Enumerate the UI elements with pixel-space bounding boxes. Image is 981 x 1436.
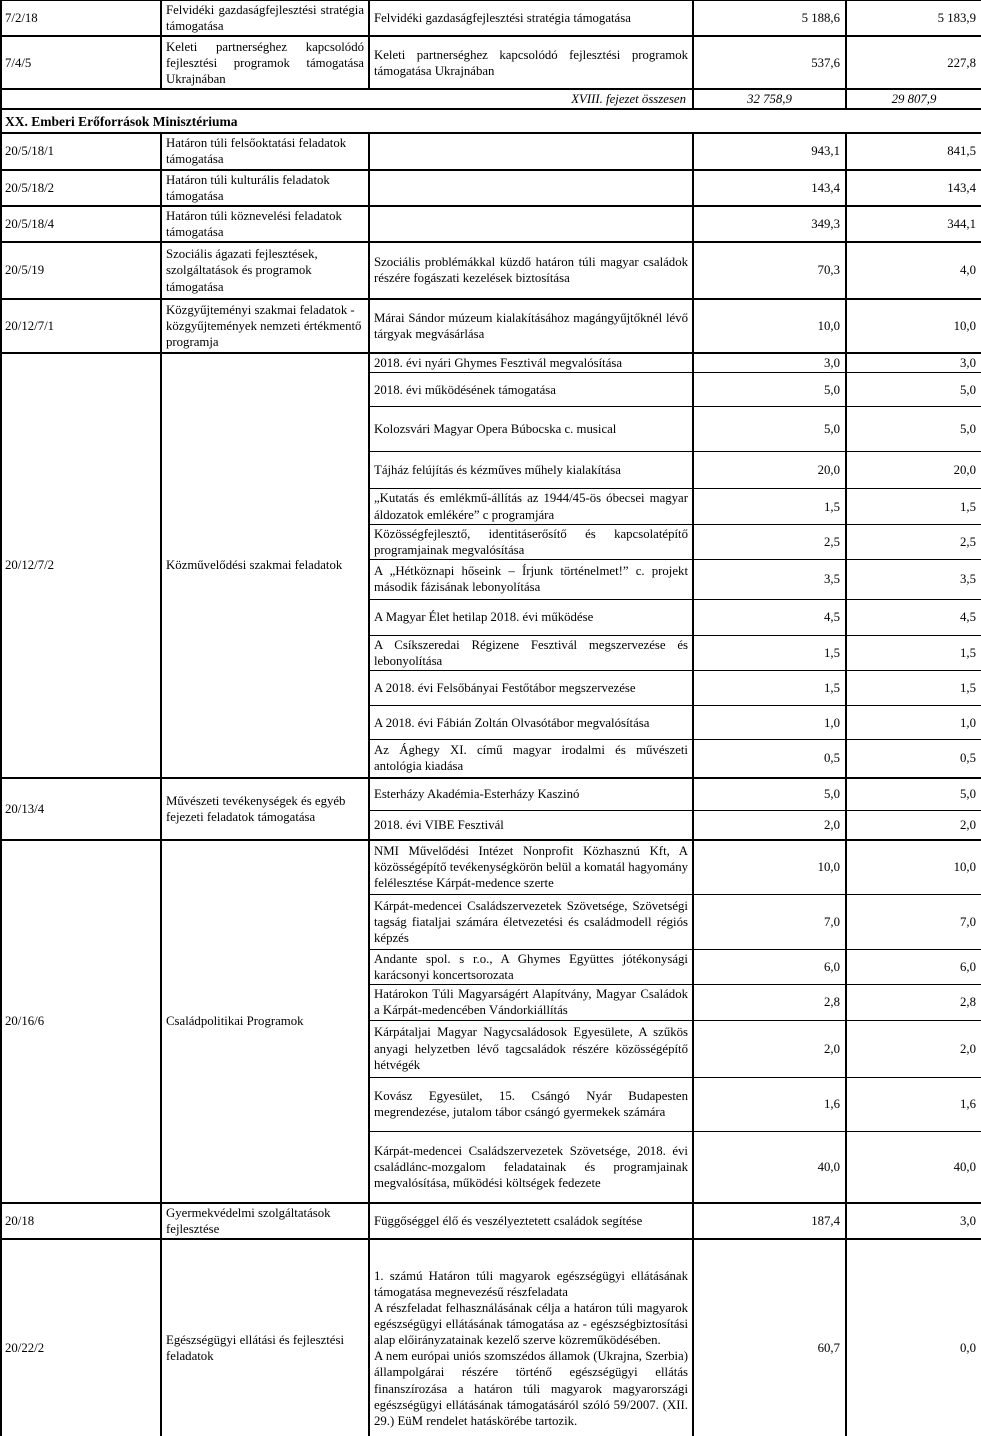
cell-code: 7/4/5 <box>1 36 161 89</box>
cell-amount-2: 20,0 <box>846 452 981 489</box>
cell-amount-1: 10,0 <box>693 299 846 353</box>
budget-table-body <box>1 1 981 1436</box>
cell-amount-1: 1,5 <box>693 489 846 524</box>
cell-description: Határokon Túli Magyarságért Alapítvány, Magyar Családok a Kárpát-medencében Vándorkiállítás <box>369 985 693 1020</box>
cell-program: Művészeti tevékenységek és egyéb fejezeti feladatok támogatása <box>161 778 369 840</box>
cell-program: Keleti partnerséghez kapcsolódó fejlesztési programok támogatása Ukrajnában <box>161 36 369 89</box>
cell-amount-2: 1,5 <box>846 671 981 706</box>
cell-amount-2: 1,6 <box>846 1077 981 1131</box>
cell-program: Határon túli köznevelési feladatok támogatása <box>161 206 369 242</box>
cell-code: 7/2/18 <box>1 1 161 37</box>
section-title: XX. Emberi Erőforrások Minisztériuma <box>1 109 981 133</box>
cell-amount-1: 6,0 <box>693 950 846 985</box>
cell-description: A 2018. évi Fábián Zoltán Olvasótábor megvalósítása <box>369 706 693 740</box>
section-header-row <box>1 109 981 133</box>
cell-description <box>369 206 693 242</box>
cell-amount-1: 1,5 <box>693 671 846 706</box>
cell-description: Tájház felújítás és kézműves műhely kialakítása <box>369 452 693 489</box>
table-row <box>1 1 981 37</box>
cell-code: 20/5/18/1 <box>1 133 161 169</box>
table-row <box>1 206 981 242</box>
cell-code: 20/12/7/1 <box>1 299 161 353</box>
cell-amount-1: 2,8 <box>693 985 846 1020</box>
cell-amount-1: 5,0 <box>693 778 846 811</box>
cell-amount-1: 943,1 <box>693 133 846 169</box>
summary-amount-1: 32 758,9 <box>693 89 846 109</box>
cell-amount-2: 1,0 <box>846 706 981 740</box>
cell-program: Gyermekvédelmi szolgáltatások fejlesztése <box>161 1203 369 1239</box>
cell-amount-1: 1,6 <box>693 1077 846 1131</box>
cell-description: NMI Művelődési Intézet Nonprofit Közhasznú Kft, A közösségépítő tevékenységkörön belül a komatál hagyomány felélesztése Kárpát-medence szerte <box>369 840 693 895</box>
cell-amount-2: 2,0 <box>846 811 981 840</box>
group-item-row <box>1 840 981 895</box>
cell-amount-2: 7,0 <box>846 895 981 950</box>
cell-description: 2018. évi működésének támogatása <box>369 373 693 407</box>
group-item-row <box>1 353 981 373</box>
cell-amount-1: 40,0 <box>693 1131 846 1203</box>
description-paragraph: 1. számú Határon túli magyarok egészségügyi ellátásának támogatása megnevezésű részfeladata <box>374 1268 688 1299</box>
cell-amount-1: 5,0 <box>693 407 846 452</box>
cell-amount-1: 20,0 <box>693 452 846 489</box>
cell-amount-1: 0,5 <box>693 740 846 778</box>
cell-program: Egészségügyi ellátási és fejlesztési feladatok <box>161 1239 369 1436</box>
cell-amount-2: 0,0 <box>846 1239 981 1436</box>
table-row <box>1 133 981 169</box>
cell-code: 20/5/18/4 <box>1 206 161 242</box>
cell-program: Felvidéki gazdaságfejlesztési stratégia támogatása <box>161 1 369 37</box>
table-row <box>1 299 981 353</box>
group-item-row <box>1 778 981 811</box>
cell-amount-1: 2,0 <box>693 811 846 840</box>
cell-description: Szociális problémákkal küzdő határon túli magyar családok részére fogászati kezelések biztosítása <box>369 242 693 299</box>
cell-description: Esterházy Akadémia-Esterházy Kaszinó <box>369 778 693 811</box>
cell-program: Közgyűjteményi szakmai feladatok - közgyűjtemények nemzeti értékmentő programja <box>161 299 369 353</box>
cell-amount-1: 187,4 <box>693 1203 846 1239</box>
cell-description: Közösségfejlesztő, identitáserősítő és kapcsolatépítő programjainak megvalósítása <box>369 524 693 559</box>
cell-description: Felvidéki gazdaságfejlesztési stratégia támogatása <box>369 1 693 37</box>
cell-amount-2: 3,0 <box>846 1203 981 1239</box>
description-paragraph: A részfeladat felhasználásának célja a határon túli magyarok egészségügyi ellátásának támogatása az - egészségbiztosítási alap előirányzatainak kezelő szerve közreműködésében. <box>374 1300 688 1348</box>
cell-amount-2: 4,0 <box>846 242 981 299</box>
cell-description: 2018. évi VIBE Fesztivál <box>369 811 693 840</box>
cell-amount-1: 5,0 <box>693 373 846 407</box>
cell-program: Családpolitikai Programok <box>161 840 369 1203</box>
cell-code: 20/12/7/2 <box>1 353 161 778</box>
cell-amount-1: 4,5 <box>693 599 846 635</box>
cell-description: A 2018. évi Felsőbányai Festőtábor megszervezése <box>369 671 693 706</box>
cell-amount-2: 10,0 <box>846 840 981 895</box>
cell-amount-2: 10,0 <box>846 299 981 353</box>
cell-amount-1: 1,0 <box>693 706 846 740</box>
cell-amount-2: 1,5 <box>846 635 981 670</box>
cell-description: A „Hétköznapi hőseink – Írjunk történelmet!” c. projekt második fázisának lebonyolítása <box>369 559 693 599</box>
cell-amount-1: 537,6 <box>693 36 846 89</box>
cell-amount-1: 10,0 <box>693 840 846 895</box>
cell-amount-2: 344,1 <box>846 206 981 242</box>
cell-amount-2: 5,0 <box>846 778 981 811</box>
cell-amount-1: 3,0 <box>693 353 846 373</box>
cell-program: Szociális ágazati fejlesztések, szolgáltatások és programok támogatása <box>161 242 369 299</box>
cell-description: Kolozsvári Magyar Opera Búbocska c. musical <box>369 407 693 452</box>
cell-amount-1: 70,3 <box>693 242 846 299</box>
cell-code: 20/13/4 <box>1 778 161 840</box>
cell-amount-1: 7,0 <box>693 895 846 950</box>
description-paragraph: A nem európai uniós szomszédos államok (Ukrajna, Szerbia) állampolgárai részére történő egészségügyi ellátás finanszírozása a határon túli magyarok magyarországi egészségügyi ellátásának támogatásáról szóló 59/2007. (XII. 29.) EüM rendelet hatáskörébe tartozik. <box>374 1349 688 1428</box>
cell-amount-2: 5 183,9 <box>846 1 981 37</box>
cell-amount-2: 5,0 <box>846 407 981 452</box>
cell-amount-2: 5,0 <box>846 373 981 407</box>
cell-amount-1: 3,5 <box>693 559 846 599</box>
table-row <box>1 1203 981 1239</box>
cell-amount-1: 60,7 <box>693 1239 846 1436</box>
cell-description: Kárpátaljai Magyar Nagycsaládosok Egyesülete, A szűkös anyagi helyzetben lévő tagcsaládok részére közösségépítő hétvégék <box>369 1020 693 1077</box>
cell-code: 20/5/19 <box>1 242 161 299</box>
cell-amount-1: 2,5 <box>693 524 846 559</box>
cell-description: Függőséggel élő és veszélyeztetett családok segítése <box>369 1203 693 1239</box>
cell-description: A Magyar Élet hetilap 2018. évi működése <box>369 599 693 635</box>
cell-description: Az Ághegy XI. című magyar irodalmi és művészeti antológia kiadása <box>369 740 693 778</box>
cell-description: Kovász Egyesület, 15. Csángó Nyár Budapesten megrendezése, jutalom tábor csángó gyermekek számára <box>369 1077 693 1131</box>
cell-code: 20/5/18/2 <box>1 170 161 206</box>
cell-amount-1: 5 188,6 <box>693 1 846 37</box>
cell-code: 20/18 <box>1 1203 161 1239</box>
cell-amount-1: 349,3 <box>693 206 846 242</box>
table-row <box>1 1239 981 1436</box>
cell-amount-2: 227,8 <box>846 36 981 89</box>
cell-amount-2: 3,5 <box>846 559 981 599</box>
cell-program: Határon túli felsőoktatási feladatok támogatása <box>161 133 369 169</box>
cell-amount-2: 6,0 <box>846 950 981 985</box>
cell-amount-1: 143,4 <box>693 170 846 206</box>
cell-amount-2: 2,0 <box>846 1020 981 1077</box>
cell-description: Kárpát-medencei Családszervezetek Szövetsége, 2018. évi családlánc-mozgalom feladatainak és programjainak megvalósítása, működési költségek fedezete <box>369 1131 693 1203</box>
cell-amount-2: 2,5 <box>846 524 981 559</box>
cell-description <box>369 1239 693 1436</box>
cell-amount-2: 1,5 <box>846 489 981 524</box>
cell-description: Andante spol. s r.o., A Ghymes Együttes jótékonysági karácsonyi koncertsorozata <box>369 950 693 985</box>
cell-code: 20/16/6 <box>1 840 161 1203</box>
cell-description: Kárpát-medencei Családszervezetek Szövetsége, Szövetségi tagság fiataljai számára életvezetési és családmodell régiós képzés <box>369 895 693 950</box>
cell-amount-2: 841,5 <box>846 133 981 169</box>
cell-amount-2: 0,5 <box>846 740 981 778</box>
summary-amount-2: 29 807,9 <box>846 89 981 109</box>
cell-amount-2: 3,0 <box>846 353 981 373</box>
cell-amount-1: 1,5 <box>693 635 846 670</box>
cell-code: 20/22/2 <box>1 1239 161 1436</box>
cell-description <box>369 170 693 206</box>
cell-description: Márai Sándor múzeum kialakításához magángyűjtőknél lévő tárgyak megvásárlása <box>369 299 693 353</box>
summary-label: XVIII. fejezet összesen <box>1 89 693 109</box>
summary-row <box>1 89 981 109</box>
table-row <box>1 242 981 299</box>
cell-amount-2: 40,0 <box>846 1131 981 1203</box>
cell-program: Határon túli kulturális feladatok támogatása <box>161 170 369 206</box>
cell-amount-2: 2,8 <box>846 985 981 1020</box>
cell-amount-1: 2,0 <box>693 1020 846 1077</box>
cell-description: 2018. évi nyári Ghymes Fesztivál megvalósítása <box>369 353 693 373</box>
cell-program: Közművelődési szakmai feladatok <box>161 353 369 778</box>
cell-description: A Csíkszeredai Régizene Fesztivál megszervezése és lebonyolítása <box>369 635 693 670</box>
cell-description <box>369 133 693 169</box>
cell-amount-2: 143,4 <box>846 170 981 206</box>
cell-description: Keleti partnerséghez kapcsolódó fejlesztési programok támogatása Ukrajnában <box>369 36 693 89</box>
cell-amount-2: 4,5 <box>846 599 981 635</box>
cell-description: „Kutatás és emlékmű-állítás az 1944/45-ös óbecsei magyar áldozatok emlékére” c programjára <box>369 489 693 524</box>
table-row <box>1 170 981 206</box>
table-row <box>1 36 981 89</box>
